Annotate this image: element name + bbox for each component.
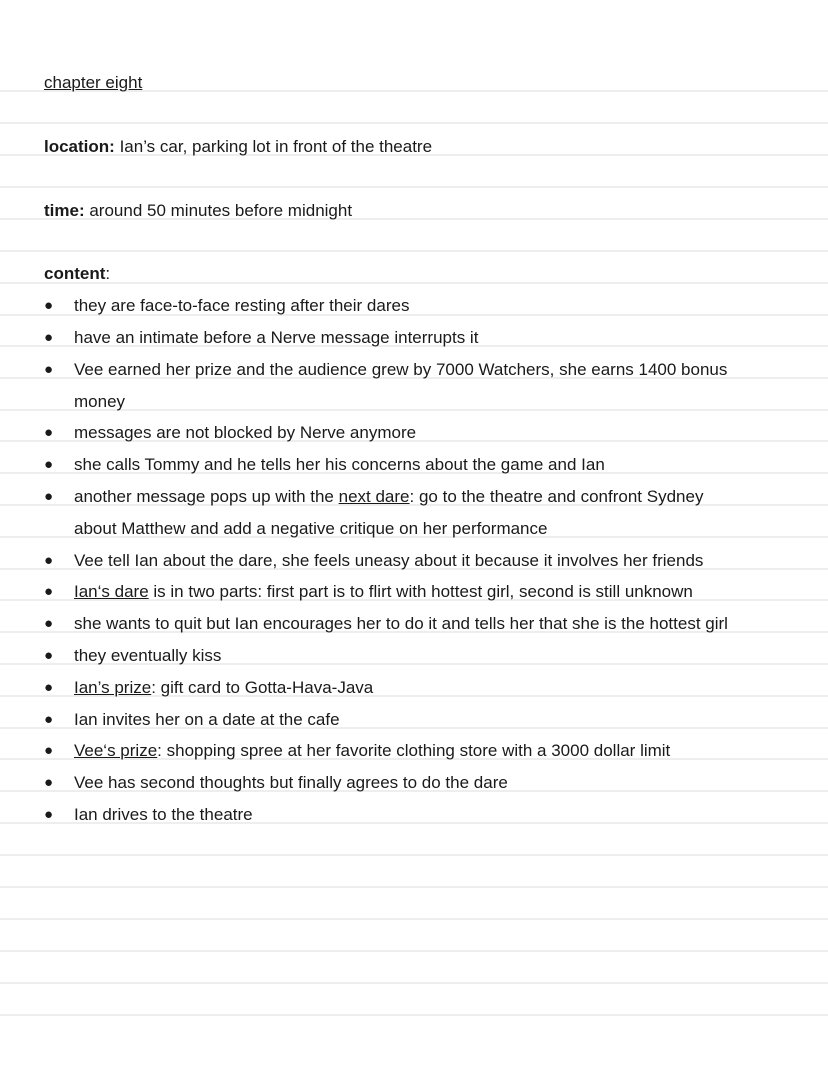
list-item-text-continued: money — [74, 392, 126, 411]
time-line — [44, 201, 352, 221]
list-item-text-post: : gift card to Gotta-Hava-Java — [151, 678, 374, 697]
content-label: content — [44, 264, 106, 283]
bullet-icon: ● — [44, 361, 54, 378]
bullet-icon: ● — [44, 583, 54, 600]
list-item-text: Vee tell Ian about the dare, she feels uneasy about it because it involves her friends — [74, 551, 704, 570]
list-item-text — [74, 678, 373, 698]
bullet-icon: ● — [44, 297, 54, 314]
time-value: around 50 minutes before midnight — [84, 201, 353, 220]
list-item-text: Vee earned her prize and the audience grew by 7000 Watchers, she earns 1400 bonus — [74, 360, 728, 379]
bullet-icon: ● — [44, 711, 54, 728]
list-item-text-post: is in two parts: first part is to flirt with hottest girl, second is still unknown — [148, 582, 693, 601]
list-item-text: she wants to quit but Ian encourages her to do it and tells her that she is the hottest girl — [74, 614, 728, 633]
bullet-icon: ● — [44, 488, 54, 505]
list-item-text: they eventually kiss — [74, 646, 222, 665]
content-colon: : — [105, 264, 111, 283]
bullet-icon: ● — [44, 615, 54, 632]
list-item-text: messages are not blocked by Nerve anymore — [74, 423, 417, 442]
bullet-icon: ● — [44, 456, 54, 473]
bullet-icon: ● — [44, 742, 54, 759]
list-item-text — [74, 487, 703, 507]
list-item-text-post: : shopping spree at her favorite clothing store with a 3000 dollar limit — [157, 741, 671, 760]
list-item-text: Ian invites her on a date at the cafe — [74, 710, 340, 729]
list-item-text: have an intimate before a Nerve message interrupts it — [74, 328, 479, 347]
bullet-icon: ● — [44, 424, 54, 441]
ians-dare-underlined: Ian‘s dare — [74, 582, 149, 601]
content-heading — [44, 264, 110, 284]
list-item-text-continued: about Matthew and add a negative critique on her performance — [74, 519, 548, 538]
bullet-icon: ● — [44, 679, 54, 696]
bullet-icon: ● — [44, 329, 54, 346]
list-item-text: Ian drives to the theatre — [74, 805, 253, 824]
time-label: time: — [44, 201, 85, 220]
list-item-text: Vee has second thoughts but finally agrees to do the dare — [74, 773, 508, 792]
list-item-text: she calls Tommy and he tells her his concerns about the game and Ian — [74, 455, 605, 474]
list-item-text — [74, 741, 670, 761]
next-dare-underlined: next dare — [338, 487, 410, 506]
location-value: Ian’s car, parking lot in front of the theatre — [114, 137, 433, 156]
location-label: location: — [44, 137, 115, 156]
ians-prize-underlined: Ian’s prize — [74, 678, 152, 697]
chapter-title: chapter eight — [44, 73, 143, 92]
list-item-text-pre: another message pops up with the — [74, 487, 339, 506]
list-item-text — [74, 582, 693, 602]
bullet-icon: ● — [44, 774, 54, 791]
bullet-icon: ● — [44, 552, 54, 569]
location-line — [44, 137, 432, 157]
vees-prize-underlined: Vee‘s prize — [74, 741, 158, 760]
bullet-icon: ● — [44, 806, 54, 823]
list-item-text: they are face-to-face resting after their dares — [74, 296, 410, 315]
bullet-icon: ● — [44, 647, 54, 664]
list-item-text-post: : go to the theatre and confront Sydney — [409, 487, 704, 506]
